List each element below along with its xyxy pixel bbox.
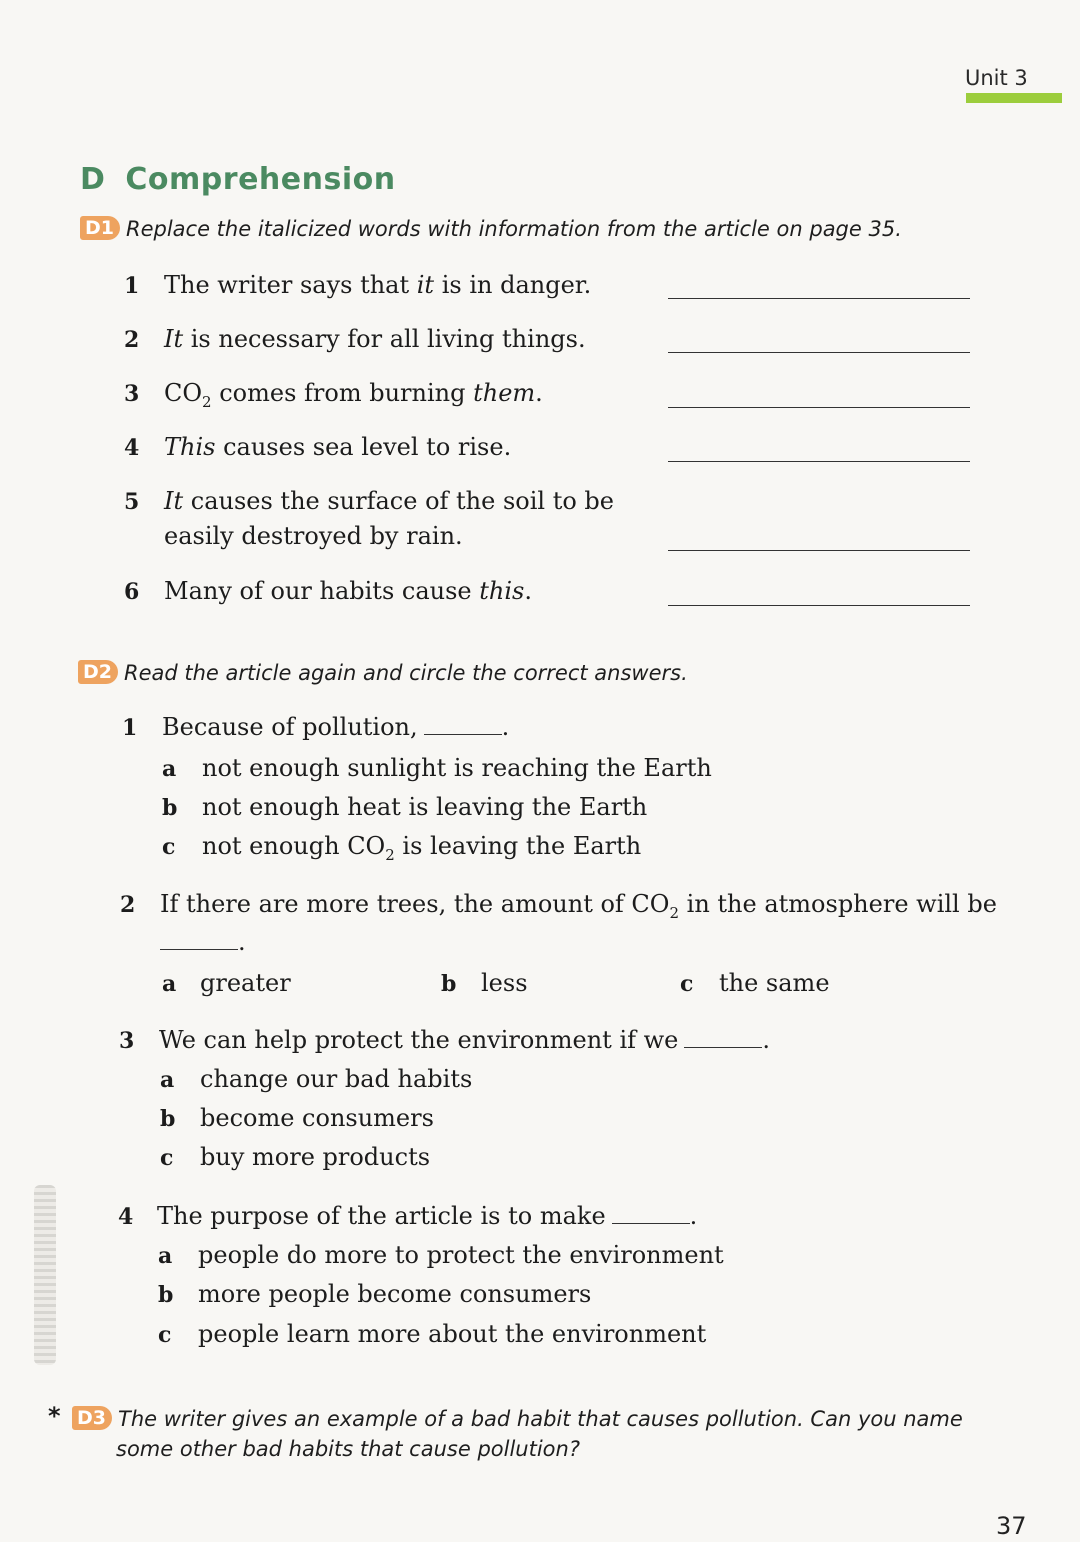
d1-item-5-post: causes the surface of the soil to be [183,487,614,515]
d2-q1-option-c[interactable] [202,832,641,864]
section-title-text: Comprehension [125,162,396,197]
d1-item-1-pre: The writer says that [164,271,417,299]
d2-q1-option-c-post: is leaving the Earth [394,832,642,860]
d2-question-1 [162,713,509,741]
d3-instruction-line1: The writer gives an example of a bad habit that causes pollution. Can you name [118,1407,963,1431]
d2-q4-stem: The purpose of the article is to make [157,1202,606,1230]
d2-q1-option-a[interactable]: not enough sunlight is reaching the Earth [202,754,712,782]
d1-item-number: 2 [124,327,140,353]
option-letter: b [441,971,457,997]
d2-question-number: 1 [122,715,138,741]
d2-q4-blank [612,1205,690,1224]
d1-item-3-sub: 2 [202,392,212,411]
d2-q2-blank-line [154,928,246,956]
d3-tag: D3 [72,1406,112,1430]
option-letter: a [162,971,177,997]
unit-accent-bar [966,93,1062,103]
d1-tag: D1 [80,216,120,240]
option-letter: c [162,834,176,860]
d3-instruction-line2: some other bad habits that cause pollution? [116,1437,580,1461]
option-letter: a [162,756,177,782]
d1-item-6-post: . [524,577,532,605]
d1-answer-line-3[interactable] [668,407,970,408]
option-letter: a [158,1243,173,1269]
d2-q4-option-a[interactable]: people do more to protect the environment [198,1241,724,1269]
d1-item-number: 6 [124,579,140,605]
d2-q4-end: . [689,1202,698,1230]
option-letter: c [158,1322,172,1348]
d1-item-3 [164,379,543,411]
d2-q1-option-c-pre: not enough CO [202,832,386,860]
d1-item-number: 5 [124,489,140,515]
d2-q3-option-a[interactable]: change our bad habits [200,1065,473,1093]
d1-answer-line-6[interactable] [668,605,970,606]
d2-instruction-text: Read the article again and circle the correct answers. [124,661,688,685]
d1-item-2-post: is necessary for all living things. [183,325,586,353]
d1-item-3-italic: them [473,379,536,407]
d2-question-2 [160,890,997,922]
d3-instruction [72,1406,963,1431]
d2-q2-option-c[interactable]: the same [719,969,830,997]
page-edge-smudge [34,1185,56,1365]
d2-q2-stem-sub: 2 [669,903,680,922]
section-title [80,162,396,197]
option-letter: c [160,1145,174,1171]
d2-tag: D2 [78,660,118,684]
d1-item-number: 3 [124,381,140,407]
d2-q3-stem: We can help protect the environment if we [159,1026,679,1054]
d2-q1-stem: Because of pollution, [162,713,418,741]
d1-item-3-post: . [535,379,543,407]
d2-q3-blank [684,1029,762,1048]
d1-instruction-text: Replace the italicized words with information from the article on page 35. [126,217,902,241]
option-letter: a [160,1067,175,1093]
d2-instruction [78,660,688,685]
d1-item-5-italic: It [164,487,184,515]
d2-q1-option-c-sub: 2 [385,845,395,864]
unit-label: Unit 3 [965,66,1028,90]
d2-q2-stem-post: in the atmosphere will be [679,890,997,918]
d1-item-1 [164,271,591,299]
option-letter: b [158,1282,174,1308]
d1-item-1-italic: it [416,271,435,299]
d2-q1-end: . [501,713,510,741]
d1-item-number: 4 [124,435,140,461]
d1-item-2-italic: It [164,325,184,353]
d2-q4-option-c[interactable]: people learn more about the environment [198,1320,707,1348]
d2-question-4 [157,1202,697,1230]
d1-item-5-line2: easily destroyed by rain. [164,522,463,550]
d1-answer-line-5[interactable] [668,550,970,551]
d2-question-number: 3 [119,1028,135,1054]
d1-item-4-italic: This [164,433,216,461]
d2-q2-stem-pre: If there are more trees, the amount of CO [160,890,670,918]
d1-item-3-mid: comes from burning [211,379,474,407]
d1-item-1-post: is in danger. [434,271,592,299]
d2-q3-end: . [762,1026,771,1054]
d2-q2-blank [160,931,238,950]
d2-q2-option-a[interactable]: greater [200,969,291,997]
challenge-star: * [48,1402,61,1430]
d1-answer-line-2[interactable] [668,352,970,353]
d1-item-5 [164,487,614,515]
d1-instruction [80,216,902,241]
d1-item-number: 1 [124,273,140,299]
d1-item-6-pre: Many of our habits cause [164,577,480,605]
option-letter: b [160,1106,176,1132]
d1-item-4-post: causes sea level to rise. [215,433,512,461]
d2-q2-option-b[interactable]: less [481,969,528,997]
d1-item-4 [164,433,511,461]
d1-item-6-italic: this [479,577,525,605]
d1-item-2 [164,325,586,353]
option-letter: b [162,795,178,821]
d2-q1-option-b[interactable]: not enough heat is leaving the Earth [202,793,648,821]
d1-answer-line-4[interactable] [668,461,970,462]
d2-q1-blank [424,716,502,735]
d1-item-3-pre: CO [164,379,203,407]
d2-question-3 [159,1026,770,1054]
section-letter: D [80,162,106,197]
d2-q4-option-b[interactable]: more people become consumers [198,1280,592,1308]
d2-q3-option-b[interactable]: become consumers [200,1104,434,1132]
d1-answer-line-1[interactable] [668,298,970,299]
d2-question-number: 2 [120,892,136,918]
page-number: 37 [996,1512,1027,1540]
d2-q2-end: . [238,928,246,956]
d1-item-6 [164,577,532,605]
d2-q3-option-c[interactable]: buy more products [200,1143,431,1171]
d2-question-number: 4 [118,1204,134,1230]
option-letter: c [680,971,694,997]
